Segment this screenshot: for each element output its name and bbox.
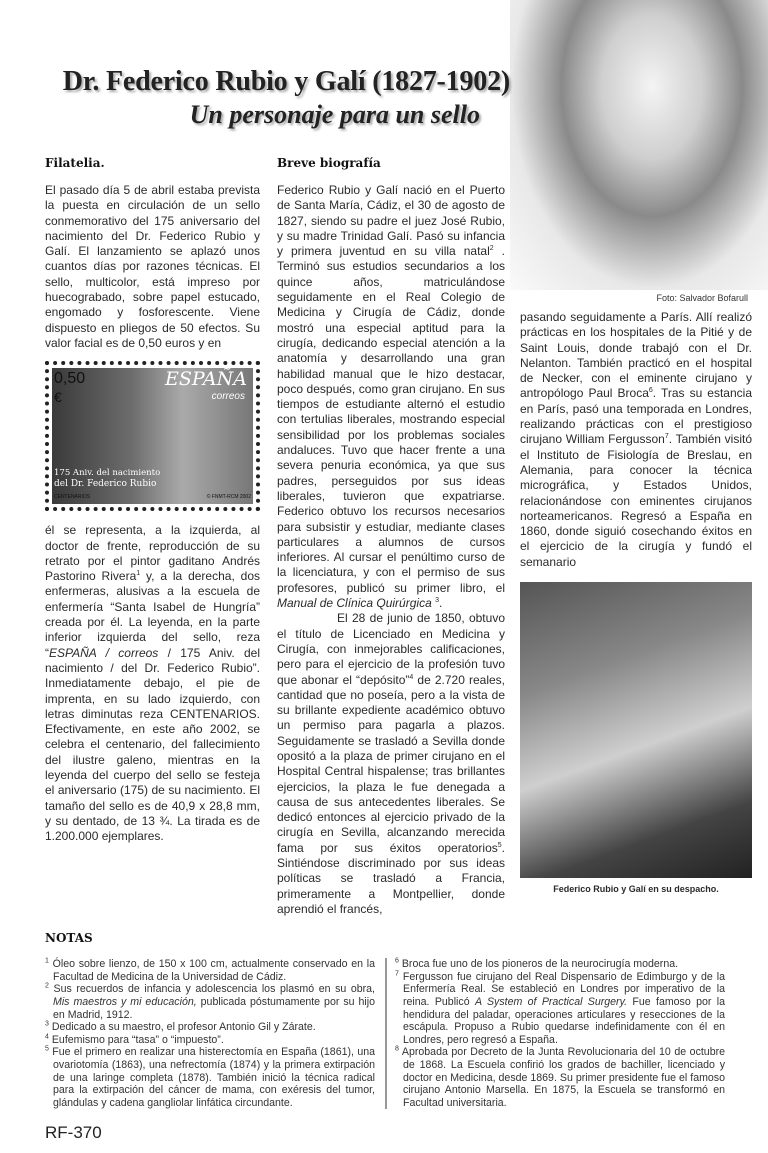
footnote-ref: 1 [136,570,141,578]
notes-row [45,958,768,1109]
stamp-currency: € [54,389,62,406]
biography-continued [510,310,768,570]
section-heading-filatelia: Filatelia. [45,156,105,170]
paragraph-text: El pasado día 5 de abril estaba prevista la puesta en circulación de un sello conmemorativo del 175 aniversario del nacimiento del Dr. Federico Rubio y Galí. El lanzamiento se aplazó unos cuantos días por razones técnicas. El sello, multicolor, está impreso por huecograbado, sobre papel estucado, engomado y fosforescente. Viene dispuesto en pliegos de 50 efectos. Su valor facial es de 0,50 euros y en [45,183,260,350]
stamp-value: 0,50 [54,370,86,388]
page-title: Dr. Federico Rubio y Galí (1827-1902) [62,66,510,97]
note-3: $^3$ Dedicado a su maestro, el profesor Antonio Gil y Zárate. [45,1020,316,1034]
note-6: $^6$ Broca fue uno de los pioneros de la neurocirugía moderna. [395,957,679,971]
footnote-ref: 4 [409,673,414,681]
filatelia-column [45,156,260,917]
text: . También visitó el Instituto de Fisiología de Breslau, en Alemania, para conocer la técnica micrográfica, y Estados Unidos, relacionándose con eminentes cirujanos norteamericanos. Regresó a España en 1860, donde siguió cosechando éxitos en el ejercicio de la cirugía y fundó el semanario [520,432,752,569]
stamp-country: ESPAÑA [165,368,247,391]
text: pasando seguidamente a París. Allí realizó prácticas en los hospitales de la Pitié y de Saint Louis, donde trabajó con el Dr. Nelanton. También practicó en el hospital de Necker, con el eminente cirujano y antropólogo Paul Broca [520,310,752,401]
photo-caption: Federico Rubio y Galí en su despacho. [553,884,719,895]
text-columns [0,156,510,917]
filatelia-paragraph-1 [45,183,260,351]
footnote-ref: 5 [497,841,502,849]
note-4: $^4$ Eufemismo para “tasa” o “impuesto”. [45,1033,224,1046]
footnote-ref: 3 [435,597,439,605]
footnote-ref: 7 [664,433,669,441]
notes-left [45,958,375,1109]
stamp-legend-2: del Dr. Federico Rubio [54,479,157,490]
text: . Sintiéndose discriminado por sus ideas políticas se trasladó a Francia, primeramente a Montpellier, donde aprendió el francés, [277,840,505,916]
text: él se representa, a la izquierda, al doctor de frente, reproducción de su retrato por el pintor gaditano Andrés Pastorino Rivera [45,523,260,584]
stamp-printer-right: © FNMT-RCM 2002 [206,494,251,501]
photo-credit: Foto: Salvador Bofarull [656,293,748,303]
biography-column: Federico Rubio y Galí nació en el Puerto de Santa María, Cádiz, el 30 de agosto de 1827, siendo su padre el juez José Rubio, y su madre Trinidad Galí. Pasó su infancia y primera juventud en su villa natal$^2$ . Terminó sus estudios secundarios a los quince años, matriculándose seguidamente en el Real Colegio de Medicina y Cirugía de Cádiz, donde mostró una especial aptitud para la cirugía, dedicando especial atención a la anatomía y desarrollando una gran habilidad manual que le hizo destacar, poco después, como gran cirujano. En sus tiempos de estudiante alternó el estudio con tertulias liberales, mostrando especial sensibilidad por los problemas sociales andaluces. Tuvo que hacer frente a una severa penuria económica, ya que sus padres, perseguidos por sus ideas liberales, tuvieron que expatriarse. Federico obtuvo los recursos necesarios para subsistir y estudiar, mediante clases particulares a alumnos de cursos inferiores. Al cursar el penúltimo curso de la licenciatura, y con el permiso de sus profesores, publicó su primer libro, el Manual de Clínica Quirúrgica $^3$. El 28 de junio de 1850, obtuvo el título de Licenciado en Medicina y Cirugía, con inmejorables calificaciones, pero para el ejercicio de la profesión tuvo que abonar el “depósito”$^4$ de 2.720 reales, cantidad que no poseía, pero a la vista de su brillante expediente académico obtuvo un permiso para pagarla a plazos. Seguidamente se trasladó a Sevilla donde opositó a la plaza de primer cirujano en el Hospital Central hispalense; tras brillantes ejercicios, la plaza le fue denegada a causa de sus antecedentes liberales. Se dedicó entonces al ejercicio privado de la cirugía en Sevilla, alcanzando merecida fama por sus éxitos operatorios$^5$. Sintiéndose discriminado por sus ideas políticas se trasladó a Francia, primeramente a Montpellier, donde aprendió el francés, [277,183,506,916]
stamp-legend-1: 175 Aniv. del nacimiento [54,468,161,479]
page-identifier: RF-370 [45,1123,102,1143]
note-7: $^7$ Fergusson fue cirujano del Real Dispensario de Edimburgo y de la Enfermería Real. Se estableció en Londres por imperativo de la reina. Publicó A System of Practical Surgery. Fue famoso por la hendidura del paladar, operaciones articulares y resecciones de la escápula. Propuso a Rubio quedarse indefinidamente con él en Londres, pero regresó a España. [395,970,726,1046]
stamp-service: correos [211,391,245,403]
filatelia-paragraph-2 [45,523,260,844]
text: ESPAÑA / correos [49,645,159,660]
text: . Tras su estancia en París, pasó una temporada en Londres, realizando prácticas con el prestigioso cirujano William Fergusson [520,386,752,447]
text: y, a la derecha, dos enfermeras, alusivas a la escuela de enfermería “Santa Isabel de Hungría” creada por él. La leyenda, en la parte inferior izquierda del sello, reza “ [45,569,260,660]
text: El 28 de junio de 1850, obtuvo el título de Licenciado en Medicina y Cirugía, con inmejorables calificaciones, pero para el ejercicio de la profesión tuvo que abonar el “depósito” [277,611,505,687]
notes-right [395,958,725,1109]
text: Federico Rubio y Galí nació en el Puerto de Santa María, Cádiz, el 30 de agosto de 1827, siendo su padre el juez José Rubio, y su madre Trinidad Galí. Pasó su infancia y primera juventud en su villa natal [277,183,505,259]
note-5: $^5$ Fue el primero en realizar una histerectomía en España (1861), una ovariotomía (1863), una nefrectomía (1874) y la primera extirpación de una laringe completa (1878). También inició la técnica radical para la extirpación del cáncer de mama, con exéresis del tumor, glándulas y cadena gangliolar linfática circundante. [45,1045,375,1109]
sculpture-photo [510,0,768,290]
footnote-ref: 6 [648,387,653,395]
section-heading-notas: NOTAS [45,931,93,946]
text: de 2.720 reales, cantidad que no poseía, pero a la vista de su brillante expediente académico obtuvo un permiso para pagarla a plazos. Seguidamente se trasladó a Sevilla donde opositó a la plaza de primer cirujano en el Hospital Central hispalense; tras brillantes ejercicios, la plaza le fue denegada a causa de sus antecedentes liberales. Se dedicó entonces al ejercicio privado de la cirugía en Sevilla, alcanzando merecida fama por sus éxitos operatorios [277,672,505,855]
page-subtitle: Un personaje para un sello [189,100,480,129]
biography-column-wrapper [277,156,505,917]
office-photo [520,582,752,878]
text: / 175 Aniv. del nacimiento / del Dr. Federico Rubio”. Inmediatamente debajo, el pie de imprenta, en su lado izquierdo, con letras diminutas reza CENTENARIOS. Efectivamente, en este año 2002, se celebra el centenario, del fallecimiento del ilustre galeno, mientras en la leyenda del cuerpo del sello se festeja el aniversario (175) de su nacimiento. El tamaño del sello es de 40,9 x 28,8 mm, y su dentado, de 13 ¾. La tirada es de 1.200.000 ejemplares. [45,645,260,844]
notes-divider [385,958,387,1109]
note-8: $^8$ Aprobada por Decreto de la Junta Revolucionaria del 10 de octubre de 1868. La Escuela confirió los grados de bachiller, licenciado y doctor en Medicina, desde 1869. Su primer presidente fue el famoso cirujano Antonio Marsella. En 1875, la Escuela se transformó en Facultad universitaria. [395,1045,726,1109]
stamp-image [45,361,260,511]
text: . Terminó sus estudios secundarios a los quince años, matriculándose seguidamente en el Real Colegio de Medicina y Cirugía de Cádiz, donde mostró una especial aptitud para la cirugía, dedicando especial atención a la anatomía y desarrollando una gran habilidad manual que le hizo destacar, poco después, como gran cirujano. En sus tiempos de estudiante alternó el estudio con tertulias liberales, mostrando especial sensibilidad por los problemas sociales andaluces. Tuvo que hacer frente a una severa penuria económica, ya que sus padres, perseguidos por sus ideas liberales, tuvieron que expatriarse. Federico obtuvo los recursos necesarios para subsistir y estudiar, mediante clases particulares a alumnos de cursos inferiores. Al cursar el penúltimo curso de la licenciatura, y con el permiso de sus profesores, publicó su primer libro, el [277,244,506,595]
footnote-ref: 2 [489,245,494,253]
note-2: $^2$ Sus recuerdos de infancia y adolescencia los plasmó en su obra, Mis maestros y mi educación, publicada póstumamente por su hijo en Madrid, 1912. [45,982,376,1021]
note-1: $^1$ Óleo sobre lienzo, de 150 x 100 cm, actualmente conservado en la Facultad de Medicina de la Universidad de Cádiz. [45,957,375,983]
section-heading-biografia: Breve biografía [277,156,381,170]
right-column [510,0,768,895]
text: Manual de Clínica Quirúrgica [277,596,432,611]
stamp-printer-left: CENTENARIOS [54,494,91,501]
notes-section [45,931,768,1109]
